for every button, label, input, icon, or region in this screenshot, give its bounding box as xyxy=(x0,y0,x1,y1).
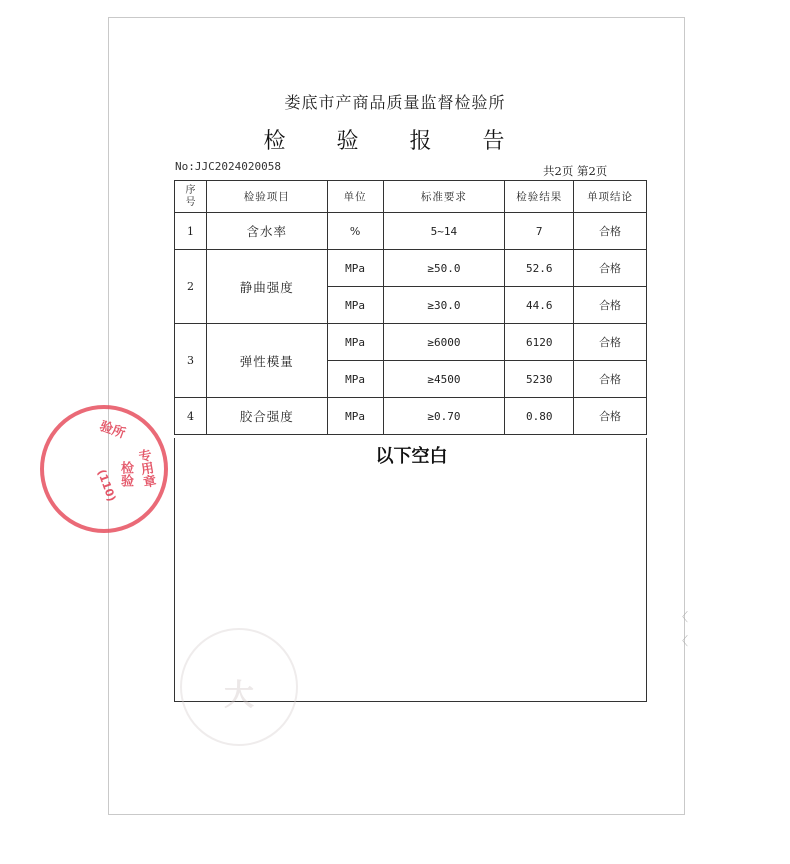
row-result: 52.6 xyxy=(505,250,574,287)
table-header-row xyxy=(175,181,647,213)
binder-clip-icon: 〈 xyxy=(676,610,689,624)
row-result: 44.6 xyxy=(505,287,574,324)
blank-note: 以下空白 xyxy=(375,446,448,467)
row-item: 胶合强度 xyxy=(206,398,327,435)
row-verdict: 合格 xyxy=(574,361,647,398)
row-seq: 4 xyxy=(175,398,207,435)
row-verdict: 合格 xyxy=(574,324,647,361)
results-table xyxy=(174,180,647,435)
row-unit: MPa xyxy=(327,398,383,435)
row-seq: 2 xyxy=(175,250,207,324)
row-item: 弹性模量 xyxy=(206,324,327,398)
row-verdict: 合格 xyxy=(574,398,647,435)
row-unit: MPa xyxy=(327,287,383,324)
row-result: 0.80 xyxy=(505,398,574,435)
table-row xyxy=(175,324,647,361)
row-verdict: 合格 xyxy=(574,287,647,324)
row-seq: 3 xyxy=(175,324,207,398)
binder-clip-icon: 〈 xyxy=(676,634,689,648)
report-title: 检 验 报 告 xyxy=(263,129,527,154)
row-standard: ≥6000 xyxy=(383,324,505,361)
report-number: No:JJC2024020058 xyxy=(175,160,281,173)
row-standard: ≥50.0 xyxy=(383,250,505,287)
row-verdict: 合格 xyxy=(574,213,647,250)
row-verdict: 合格 xyxy=(574,250,647,287)
row-result: 7 xyxy=(505,213,574,250)
table-row xyxy=(175,250,647,287)
inspection-seal-icon: 验所 专用章 检验 (110) xyxy=(40,405,168,533)
row-result: 6120 xyxy=(505,324,574,361)
row-item: 静曲强度 xyxy=(206,250,327,324)
header-result: 检验结果 xyxy=(505,181,574,213)
table-row xyxy=(175,213,647,250)
row-seq: 1 xyxy=(175,213,207,250)
institute-name: 娄底市产商品质量监督检验所 xyxy=(284,93,506,112)
row-standard: 5~14 xyxy=(383,213,505,250)
header-verdict: 单项结论 xyxy=(574,181,647,213)
row-standard: ≥4500 xyxy=(383,361,505,398)
row-standard: ≥0.70 xyxy=(383,398,505,435)
table-row xyxy=(175,398,647,435)
faded-seal-icon: 大 xyxy=(180,628,298,746)
row-unit: MPa xyxy=(327,250,383,287)
header-seq: 序号 xyxy=(175,181,207,213)
row-result: 5230 xyxy=(505,361,574,398)
header-unit: 单位 xyxy=(327,181,383,213)
row-item: 含水率 xyxy=(206,213,327,250)
page-count: 共2页 第2页 xyxy=(543,164,608,178)
row-unit: MPa xyxy=(327,324,383,361)
header-item: 检验项目 xyxy=(206,181,327,213)
header-standard: 标准要求 xyxy=(383,181,505,213)
row-standard: ≥30.0 xyxy=(383,287,505,324)
row-unit: MPa xyxy=(327,361,383,398)
row-unit: % xyxy=(327,213,383,250)
